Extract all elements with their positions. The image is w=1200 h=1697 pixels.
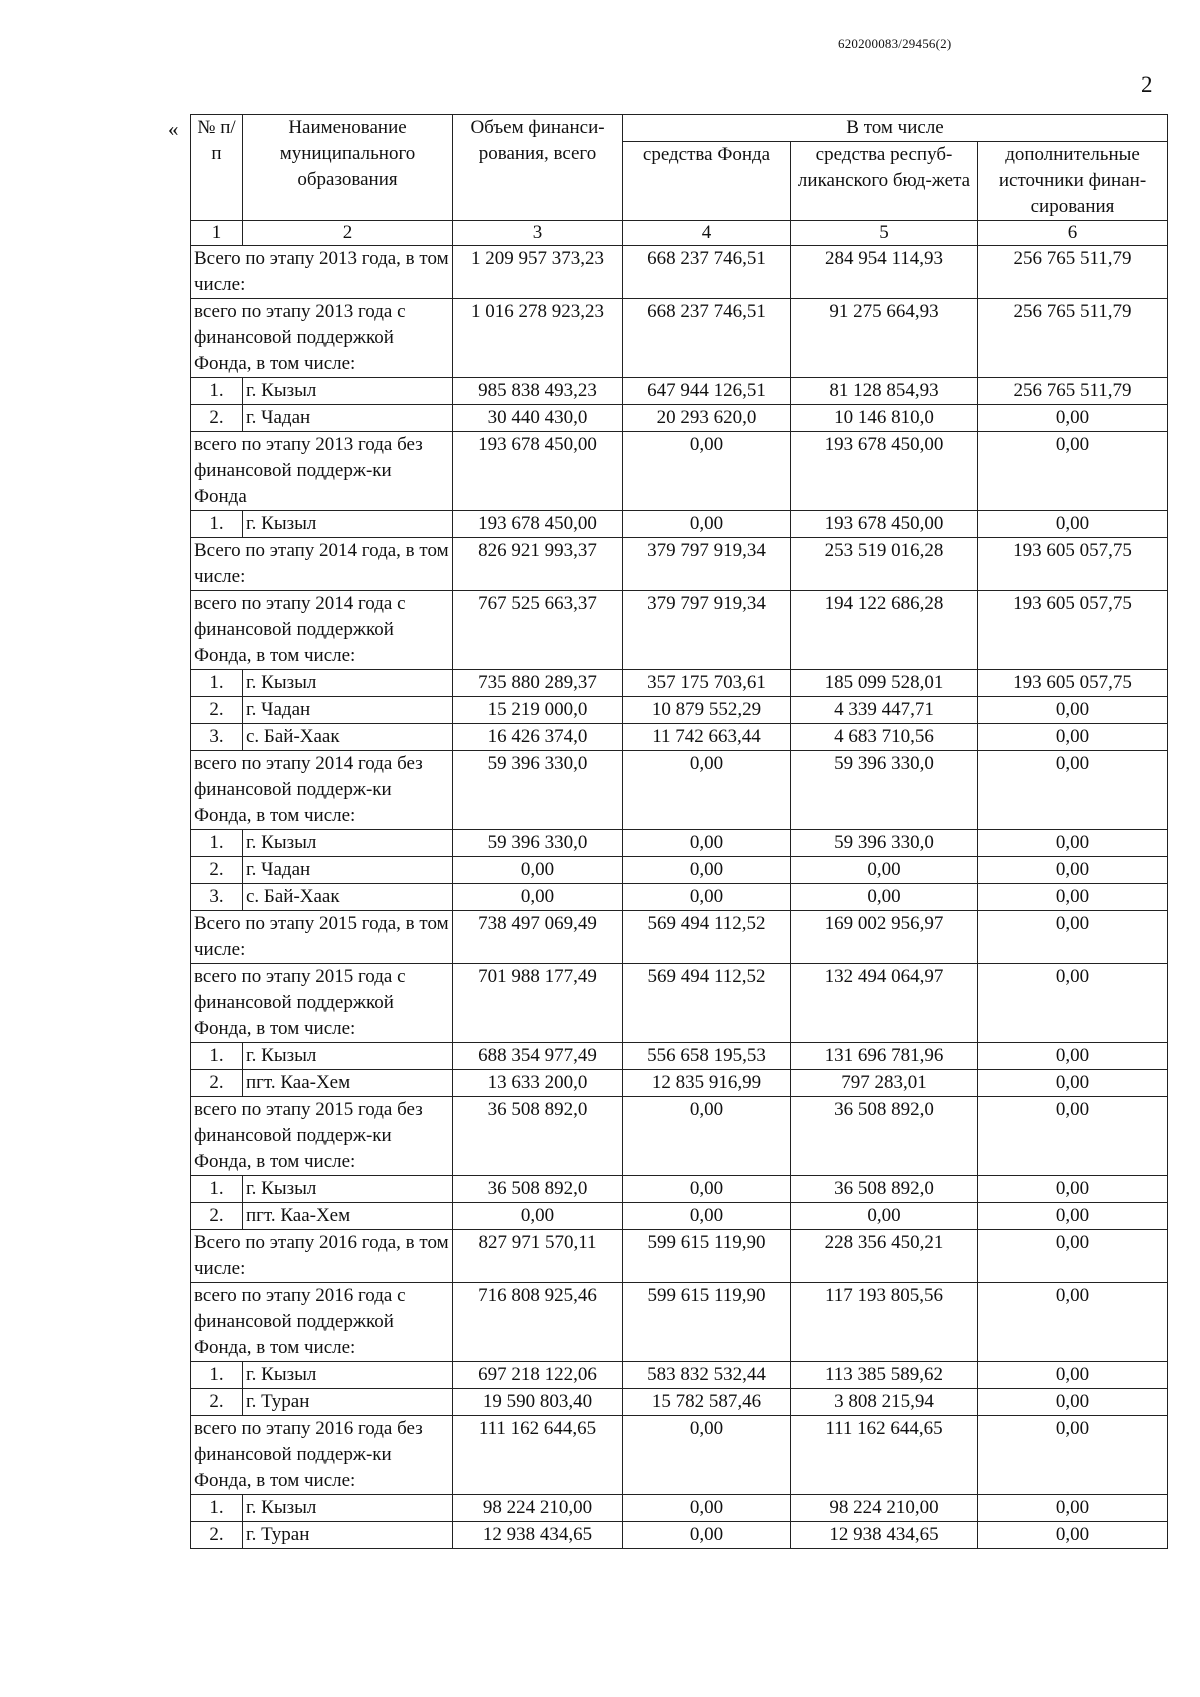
column-number: 6 [978,221,1168,246]
fund-value: 0,00 [623,1176,791,1203]
row-number: 2. [191,405,243,432]
additional-value: 0,00 [978,830,1168,857]
summary-row [191,538,1168,591]
row-label: всего по этапу 2014 года с финансовой поддержкой Фонда, в том числе: [191,591,453,670]
republic-value: 0,00 [791,1203,978,1230]
table-row [191,1495,1168,1522]
municipality-name: г. Чадан [243,857,453,884]
total-value: 1 016 278 923,23 [453,299,623,378]
republic-value: 117 193 805,56 [791,1283,978,1362]
republic-value: 36 508 892,0 [791,1176,978,1203]
total-value: 36 508 892,0 [453,1176,623,1203]
republic-value: 36 508 892,0 [791,1097,978,1176]
municipality-name: г. Кызыл [243,1043,453,1070]
column-number: 5 [791,221,978,246]
fund-value: 12 835 916,99 [623,1070,791,1097]
row-number: 1. [191,1362,243,1389]
total-value: 15 219 000,0 [453,697,623,724]
row-number: 2. [191,1522,243,1549]
additional-value: 0,00 [978,1203,1168,1230]
fund-value: 0,00 [623,1495,791,1522]
republic-value: 81 128 854,93 [791,378,978,405]
additional-value: 0,00 [978,911,1168,964]
municipality-name: с. Бай-Хаак [243,724,453,751]
republic-value: 169 002 956,97 [791,911,978,964]
municipality-name: г. Туран [243,1389,453,1416]
table-row [191,1389,1168,1416]
summary-row [191,591,1168,670]
additional-value: 0,00 [978,511,1168,538]
total-value: 98 224 210,00 [453,1495,623,1522]
republic-value: 91 275 664,93 [791,299,978,378]
summary-row [191,964,1168,1043]
total-value: 59 396 330,0 [453,830,623,857]
table-row [191,405,1168,432]
additional-value: 0,00 [978,1495,1168,1522]
republic-value: 113 385 589,62 [791,1362,978,1389]
fund-value: 0,00 [623,884,791,911]
total-value: 985 838 493,23 [453,378,623,405]
fund-value: 0,00 [623,1203,791,1230]
column-numbers-row [191,221,1168,246]
republic-value: 0,00 [791,884,978,911]
republic-value: 131 696 781,96 [791,1043,978,1070]
additional-value: 0,00 [978,1416,1168,1495]
summary-row [191,299,1168,378]
total-value: 193 678 450,00 [453,511,623,538]
fund-value: 0,00 [623,857,791,884]
republic-value: 797 283,01 [791,1070,978,1097]
column-number: 4 [623,221,791,246]
republic-value: 284 954 114,93 [791,246,978,299]
additional-value: 0,00 [978,1362,1168,1389]
row-number: 3. [191,884,243,911]
total-value: 738 497 069,49 [453,911,623,964]
table-row [191,1176,1168,1203]
additional-value: 0,00 [978,432,1168,511]
fund-value: 20 293 620,0 [623,405,791,432]
table-row [191,670,1168,697]
summary-row [191,1416,1168,1495]
total-value: 1 209 957 373,23 [453,246,623,299]
row-number: 1. [191,378,243,405]
fund-value: 599 615 119,90 [623,1283,791,1362]
republic-value: 193 678 450,00 [791,511,978,538]
republic-value: 59 396 330,0 [791,830,978,857]
row-number: 2. [191,1203,243,1230]
total-value: 30 440 430,0 [453,405,623,432]
row-number: 3. [191,724,243,751]
fund-value: 668 237 746,51 [623,246,791,299]
fund-value: 556 658 195,53 [623,1043,791,1070]
row-number: 2. [191,1070,243,1097]
additional-value: 0,00 [978,1230,1168,1283]
total-value: 36 508 892,0 [453,1097,623,1176]
row-label: всего по этапу 2015 года с финансовой поддержкой Фонда, в том числе: [191,964,453,1043]
row-number: 2. [191,1389,243,1416]
summary-row [191,751,1168,830]
municipality-name: пгт. Каа-Хем [243,1203,453,1230]
total-value: 111 162 644,65 [453,1416,623,1495]
row-label: всего по этапу 2016 года с финансовой поддержкой Фонда, в том числе: [191,1283,453,1362]
row-label: Всего по этапу 2015 года, в том числе: [191,911,453,964]
municipality-name: с. Бай-Хаак [243,884,453,911]
republic-value: 194 122 686,28 [791,591,978,670]
table-row [191,1070,1168,1097]
fund-value: 15 782 587,46 [623,1389,791,1416]
municipality-name: пгт. Каа-Хем [243,1070,453,1097]
additional-value: 0,00 [978,1097,1168,1176]
table-row [191,1362,1168,1389]
republic-value: 12 938 434,65 [791,1522,978,1549]
total-value: 12 938 434,65 [453,1522,623,1549]
fund-value: 668 237 746,51 [623,299,791,378]
fund-value: 569 494 112,52 [623,911,791,964]
total-value: 826 921 993,37 [453,538,623,591]
republic-value: 111 162 644,65 [791,1416,978,1495]
row-number: 1. [191,670,243,697]
municipality-name: г. Кызыл [243,511,453,538]
fund-value: 357 175 703,61 [623,670,791,697]
fund-value: 10 879 552,29 [623,697,791,724]
header-additional: дополнительные источники финан-сирования [978,142,1168,221]
additional-value: 0,00 [978,1389,1168,1416]
additional-value: 256 765 511,79 [978,378,1168,405]
republic-value: 4 339 447,71 [791,697,978,724]
additional-value: 0,00 [978,884,1168,911]
municipality-name: г. Туран [243,1522,453,1549]
row-label: всего по этапу 2016 года без финансовой поддерж-ки Фонда, в том числе: [191,1416,453,1495]
column-number: 1 [191,221,243,246]
additional-value: 193 605 057,75 [978,591,1168,670]
fund-value: 0,00 [623,1097,791,1176]
republic-value: 253 519 016,28 [791,538,978,591]
summary-row [191,911,1168,964]
row-number: 1. [191,1495,243,1522]
additional-value: 193 605 057,75 [978,538,1168,591]
header-fund: средства Фонда [623,142,791,221]
column-number: 2 [243,221,453,246]
row-label: Всего по этапу 2013 года, в том числе: [191,246,453,299]
row-label: всего по этапу 2013 года без финансовой поддерж-ки Фонда [191,432,453,511]
row-label: Всего по этапу 2016 года, в том числе: [191,1230,453,1283]
republic-value: 3 808 215,94 [791,1389,978,1416]
additional-value: 0,00 [978,1283,1168,1362]
municipality-name: г. Кызыл [243,830,453,857]
summary-row [191,1097,1168,1176]
total-value: 19 590 803,40 [453,1389,623,1416]
municipality-name: г. Чадан [243,697,453,724]
table-row [191,1043,1168,1070]
fund-value: 0,00 [623,830,791,857]
row-number: 2. [191,697,243,724]
additional-value: 0,00 [978,1176,1168,1203]
total-value: 716 808 925,46 [453,1283,623,1362]
total-value: 767 525 663,37 [453,591,623,670]
total-value: 0,00 [453,857,623,884]
opening-quote: « [168,117,179,141]
republic-value: 59 396 330,0 [791,751,978,830]
republic-value: 0,00 [791,857,978,884]
summary-row [191,246,1168,299]
table-body [191,246,1168,1549]
total-value: 701 988 177,49 [453,964,623,1043]
table-header [191,115,1168,246]
fund-value: 0,00 [623,432,791,511]
table-row [191,830,1168,857]
municipality-name: г. Кызыл [243,1176,453,1203]
total-value: 13 633 200,0 [453,1070,623,1097]
municipality-name: г. Кызыл [243,1495,453,1522]
header-name: Наименование муниципального образования [243,115,453,221]
additional-value: 193 605 057,75 [978,670,1168,697]
row-label: Всего по этапу 2014 года, в том числе: [191,538,453,591]
additional-value: 0,00 [978,1522,1168,1549]
additional-value: 0,00 [978,964,1168,1043]
row-number: 1. [191,1043,243,1070]
summary-row [191,1283,1168,1362]
additional-value: 256 765 511,79 [978,299,1168,378]
header-group: В том числе [623,115,1168,142]
republic-value: 10 146 810,0 [791,405,978,432]
total-value: 827 971 570,11 [453,1230,623,1283]
row-label: всего по этапу 2014 года без финансовой поддерж-ки Фонда, в том числе: [191,751,453,830]
column-number: 3 [453,221,623,246]
table-row [191,697,1168,724]
additional-value: 0,00 [978,1070,1168,1097]
table-row [191,378,1168,405]
municipality-name: г. Чадан [243,405,453,432]
table-row [191,884,1168,911]
municipality-name: г. Кызыл [243,1362,453,1389]
header-total: Объем финанси-рования, всего [453,115,623,221]
municipality-name: г. Кызыл [243,670,453,697]
fund-value: 647 944 126,51 [623,378,791,405]
municipality-name: г. Кызыл [243,378,453,405]
fund-value: 0,00 [623,1416,791,1495]
total-value: 0,00 [453,1203,623,1230]
total-value: 688 354 977,49 [453,1043,623,1070]
fund-value: 0,00 [623,751,791,830]
fund-value: 0,00 [623,1522,791,1549]
republic-value: 193 678 450,00 [791,432,978,511]
fund-value: 379 797 919,34 [623,591,791,670]
fund-value: 599 615 119,90 [623,1230,791,1283]
total-value: 16 426 374,0 [453,724,623,751]
republic-value: 185 099 528,01 [791,670,978,697]
additional-value: 256 765 511,79 [978,246,1168,299]
row-number: 1. [191,830,243,857]
republic-value: 4 683 710,56 [791,724,978,751]
total-value: 59 396 330,0 [453,751,623,830]
total-value: 735 880 289,37 [453,670,623,697]
header-num: № п/п [191,115,243,221]
table-row [191,724,1168,751]
document-id: 620200083/29456(2) [838,36,952,51]
fund-value: 0,00 [623,511,791,538]
header-republic: средства респуб-ликанского бюд-жета [791,142,978,221]
additional-value: 0,00 [978,405,1168,432]
additional-value: 0,00 [978,1043,1168,1070]
summary-row [191,432,1168,511]
page-number: 2 [1141,72,1153,97]
fund-value: 11 742 663,44 [623,724,791,751]
table-row [191,1203,1168,1230]
total-value: 0,00 [453,884,623,911]
additional-value: 0,00 [978,751,1168,830]
table-row [191,1522,1168,1549]
additional-value: 0,00 [978,724,1168,751]
total-value: 697 218 122,06 [453,1362,623,1389]
additional-value: 0,00 [978,857,1168,884]
summary-row [191,1230,1168,1283]
row-number: 1. [191,1176,243,1203]
fund-value: 569 494 112,52 [623,964,791,1043]
financing-table [190,114,1168,1549]
row-number: 1. [191,511,243,538]
fund-value: 583 832 532,44 [623,1362,791,1389]
republic-value: 98 224 210,00 [791,1495,978,1522]
table-row [191,511,1168,538]
row-number: 2. [191,857,243,884]
row-label: всего по этапу 2013 года с финансовой поддержкой Фонда, в том числе: [191,299,453,378]
fund-value: 379 797 919,34 [623,538,791,591]
total-value: 193 678 450,00 [453,432,623,511]
table-row [191,857,1168,884]
row-label: всего по этапу 2015 года без финансовой поддерж-ки Фонда, в том числе: [191,1097,453,1176]
additional-value: 0,00 [978,697,1168,724]
republic-value: 228 356 450,21 [791,1230,978,1283]
republic-value: 132 494 064,97 [791,964,978,1043]
